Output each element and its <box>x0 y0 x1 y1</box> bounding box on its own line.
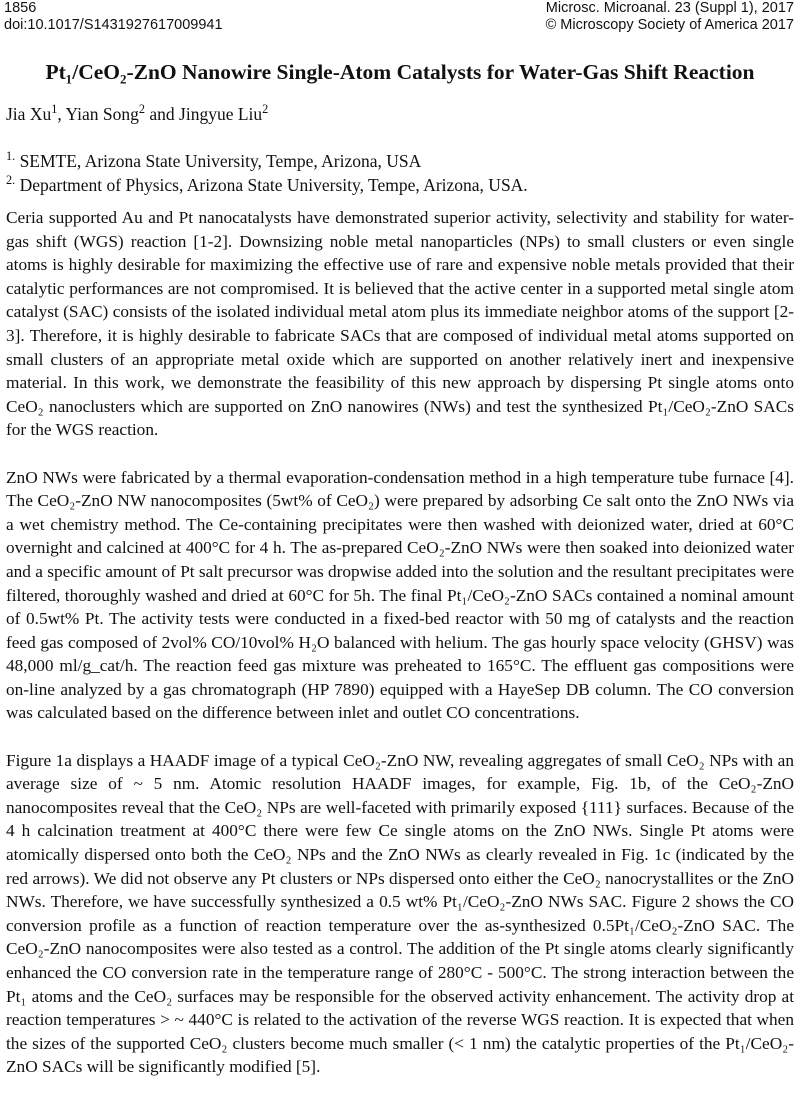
paragraph: ZnO NWs were fabricated by a thermal evaporation-condensation method in a high temperature tube furnace [4]. The CeO₂-ZnO NW nanocomposites (5wt% of CeO₂) were prepared by adsorbing Ce salt onto the ZnO NWs via a wet chemistry method. The Ce-containing precipitates were then washed with deionized water, dried at 60°C overnight and calcined at 400°C for 4 h. The as-prepared CeO₂-ZnO NWs were then soaked into deionized water and a specific amount of Pt salt precursor was dropwise added into the solution and the resultant precipitates were filtered, thoroughly washed and dried at 60°C for 5h. The final Pt₁/CeO₂-ZnO SACs contained a nominal amount of 0.5wt% Pt. The activity tests were conducted in a fixed-bed reactor with 50 mg of catalysts and the reaction feed gas composed of 2vol% CO/10vol% H₂O balanced with helium. The gas hourly space velocity (GHSV) was 48,000 ml/g_cat/h. The reaction feed gas mixture was preheated to 165°C. The effluent gas compositions were on-line analyzed by a gas chromatograph (HP 7890) equipped with a HayeSep DB column. The CO conversion was calculated based on the difference between inlet and outlet CO concentrations. <box>6 467 794 723</box>
author-affiliation-mark: 1 <box>51 102 58 117</box>
affiliation-text: SEMTE, Arizona State University, Tempe, Arizona, USA <box>19 151 422 171</box>
affiliation <box>6 151 421 172</box>
header-right <box>546 0 794 34</box>
author-separator: , <box>57 104 66 124</box>
author-name: Yian Song <box>65 104 139 124</box>
paragraph: Ceria supported Au and Pt nanocatalysts have demonstrated superior activity, selectivity and stability for water-gas shift (WGS) reaction [1-2]. Downsizing noble metal nanoparticles (NPs) to small clusters or even single atoms is highly desirable for maximizing the effective use of rare and expensive noble metals provided that their catalytic performances are not compromised. It is believed that the active center in a supported metal single atom catalyst (SAC) consists of the isolated individual metal atom plus its immediate neighbor atoms of the support [2-3]. Therefore, it is highly desirable to fabricate SACs that are composed of individual metal atoms supported on small clusters of an appropriate metal oxide which are supported on another relatively inert and inexpensive material. In this work, we demonstrate the feasibility of this new approach by dispersing Pt single atoms onto CeO₂ nanoclusters which are supported on ZnO nanowires (NWs) and test the synthesized Pt₁/CeO₂-ZnO SACs for the WGS reaction. <box>6 208 794 440</box>
author-name: Jingyue Liu <box>179 104 263 124</box>
paper-title: Pt₁/CeO₂-ZnO Nanowire Single-Atom Catalysts for Water-Gas Shift Reaction <box>45 60 755 84</box>
author-name: Jia Xu <box>6 104 52 124</box>
paragraph: Figure 1a displays a HAADF image of a typical CeO₂-ZnO NW, revealing aggregates of small CeO₂ NPs with an average size of ~ 5 nm. Atomic resolution HAADF images, for example, Fig. 1b, of the CeO₂-ZnO nanocomposites reveal that the CeO₂ NPs are well-faceted with primarily exposed {111} surfaces. Because of the 4 h calcination treatment at 400°C there were few Ce single atoms on the ZnO NWs. Single Pt atoms were atomically dispersed onto both the CeO₂ NPs and the ZnO NWs as clearly revealed in Fig. 1c (indicated by the red arrows). We did not observe any Pt clusters or NPs dispersed onto either the CeO₂ nanocrystallites or the ZnO NWs. Therefore, we have successfully synthesized a 0.5 wt% Pt₁/CeO₂-ZnO NWs SAC. Figure 2 shows the CO conversion profile as a function of reaction temperature over the as-synthesized 0.5Pt₁/CeO₂-ZnO SAC. The CeO₂-ZnO nanocomposites were also tested as a control. The addition of the Pt single atoms clearly significantly enhanced the CO conversion rate in the temperature range of 280°C - 500°C. The strong interaction between the Pt₁ atoms and the CeO₂ surfaces may be responsible for the observed activity enhancement. The activity drop at reaction temperatures > ~ 440°C is related to the activation of the reverse WGS reaction. It is expected that when the sizes of the supported CeO₂ clusters become much smaller (< 1 nm) the catalytic properties of the Pt₁/CeO₂-ZnO SACs will be significantly modified [5]. <box>6 750 794 1077</box>
author-separator: and <box>144 104 180 124</box>
affiliation-mark: 1. <box>6 149 16 164</box>
author-list <box>6 104 268 125</box>
author-affiliation-mark: 2 <box>262 102 269 117</box>
body-text <box>6 206 794 1103</box>
journal-citation: Microsc. Microanal. 23 (Suppl 1), 2017 <box>545 0 794 16</box>
copyright: © Microscopy Society of America 2017 <box>545 17 794 33</box>
page-number: 1856 <box>4 0 37 16</box>
doi[interactable]: doi:10.1017/S1431927617009941 <box>4 17 223 33</box>
affiliation <box>6 175 528 196</box>
author-affiliation-mark: 2 <box>138 102 145 117</box>
affiliation-text: Department of Physics, Arizona State University, Tempe, Arizona, USA. <box>19 175 528 195</box>
affiliation-mark: 2. <box>6 173 16 188</box>
header-left <box>4 0 223 34</box>
